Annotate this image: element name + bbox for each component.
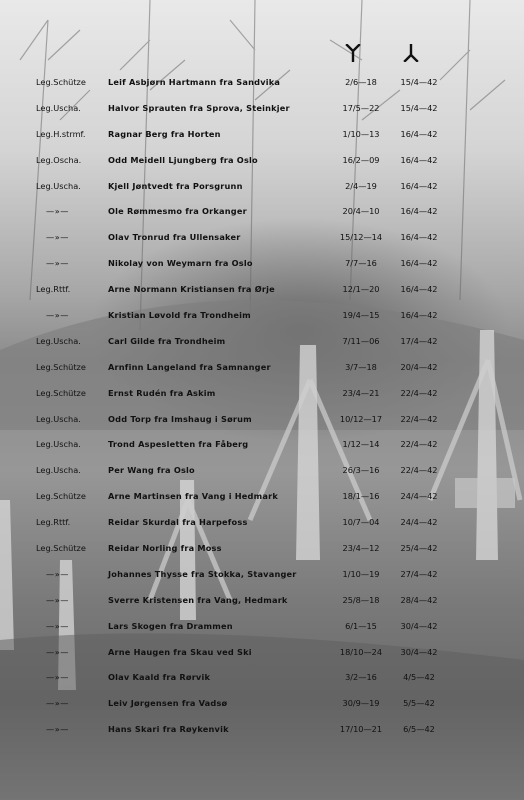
birth-date-cell: 15/12—14 (339, 232, 383, 243)
roster-row (0, 513, 524, 539)
death-date-cell: 27/4—42 (400, 568, 438, 579)
death-date-cell: 30/4—42 (400, 620, 438, 631)
birth-date-cell: 10/7—04 (342, 517, 380, 528)
name-cell: Hans Skari fra Røykenvik (108, 724, 229, 735)
birth-date-cell: 30/9—19 (342, 698, 380, 709)
death-date-cell: 25/4—42 (400, 543, 438, 554)
rank-cell: Leg.Oscha. (36, 154, 82, 165)
rank-cell: Leg.Schütze (36, 77, 86, 87)
death-date-cell: 28/4—42 (400, 594, 438, 605)
rank-cell: —»— (46, 232, 69, 243)
roster-row (0, 306, 524, 332)
rank-cell: Leg.Uscha. (36, 465, 81, 476)
rank-cell: Leg.Schütze (36, 361, 86, 372)
roster-row (0, 617, 524, 643)
birth-date-cell: 1/10—19 (342, 568, 380, 579)
yr-death-rune-icon (402, 44, 420, 62)
name-cell: Arne Normann Kristiansen fra Ørje (108, 284, 275, 295)
rank-cell: —»— (46, 724, 69, 735)
column-symbols (0, 44, 524, 68)
birth-date-cell: 2/4—19 (345, 180, 377, 191)
name-cell: Halvor Sprauten fra Sprova, Steinkjer (108, 102, 290, 113)
birth-date-cell: 26/3—16 (342, 465, 380, 476)
birth-date-cell: 18/10—24 (339, 646, 383, 657)
roster-row (0, 151, 524, 177)
death-date-cell: 16/4—42 (400, 258, 438, 269)
rank-cell: —»— (46, 258, 69, 269)
birth-date-cell: 3/2—16 (345, 672, 377, 683)
name-cell: Arne Martinsen fra Vang i Hedmark (108, 491, 278, 502)
birth-date-cell: 7/11—06 (342, 335, 380, 346)
rank-cell: Leg.Schütze (36, 543, 86, 554)
roster-row (0, 332, 524, 358)
birth-date-cell: 16/2—09 (342, 154, 380, 165)
roster-row (0, 254, 524, 280)
roster-row (0, 125, 524, 151)
death-date-cell: 16/4—42 (400, 284, 438, 295)
birth-date-cell: 1/12—14 (342, 439, 380, 450)
death-date-cell: 22/4—42 (400, 413, 438, 424)
name-cell: Arnfinn Langeland fra Samnanger (108, 361, 271, 372)
rank-cell: —»— (46, 568, 69, 579)
roster-row (0, 461, 524, 487)
rank-cell: —»— (46, 672, 69, 683)
death-date-cell: 17/4—42 (400, 335, 438, 346)
name-cell: Leif Asbjørn Hartmann fra Sandvika (108, 77, 281, 87)
name-cell: Odd Meidell Ljungberg fra Oslo (108, 154, 258, 165)
name-cell: Lars Skogen fra Drammen (108, 620, 233, 631)
roster-row (0, 591, 524, 617)
name-cell: Olav Kaald fra Rørvik (108, 672, 211, 683)
rank-cell: Leg.Uscha. (36, 335, 81, 346)
roster-row (0, 410, 524, 436)
birth-date-cell: 17/5—22 (342, 102, 380, 113)
name-cell: Trond Aspesletten fra Fåberg (108, 439, 249, 450)
birth-date-cell: 18/1—16 (342, 491, 380, 502)
birth-date-cell: 17/10—21 (339, 724, 383, 735)
rank-cell: —»— (46, 698, 69, 709)
roster-row (0, 99, 524, 125)
rank-cell: Leg.Uscha. (36, 439, 81, 450)
birth-date-cell: 6/1—15 (345, 620, 377, 631)
name-cell: Ragnar Berg fra Horten (108, 128, 221, 139)
death-date-cell: 16/4—42 (400, 206, 438, 217)
rank-cell: —»— (46, 310, 69, 321)
death-date-cell: 15/4—42 (400, 102, 438, 113)
death-date-cell: 16/4—42 (400, 310, 438, 321)
roster-row (0, 435, 524, 461)
roster-row (0, 358, 524, 384)
rank-cell: Leg.Rttf. (36, 517, 71, 528)
roster-row (0, 643, 524, 669)
name-cell: Kjell Jøntvedt fra Porsgrunn (108, 180, 243, 191)
name-cell: Johannes Thysse fra Stokka, Stavanger (108, 568, 297, 579)
rank-cell: —»— (46, 206, 69, 217)
birth-date-cell: 25/8—18 (342, 594, 380, 605)
name-cell: Nikolay von Weymarn fra Oslo (108, 258, 253, 269)
death-date-cell: 22/4—42 (400, 439, 438, 450)
birth-date-cell: 7/7—16 (345, 258, 377, 269)
death-date-cell: 16/4—42 (400, 180, 438, 191)
death-date-cell: 5/5—42 (403, 698, 435, 709)
roster-row (0, 177, 524, 203)
death-date-cell: 22/4—42 (400, 465, 438, 476)
roster-row (0, 280, 524, 306)
birth-date-cell: 20/4—10 (342, 206, 380, 217)
roster-row (0, 565, 524, 591)
death-date-cell: 16/4—42 (400, 154, 438, 165)
name-cell: Odd Torp fra Imshaug i Sørum (108, 413, 252, 424)
roster-row (0, 228, 524, 254)
birth-date-cell: 23/4—12 (342, 543, 380, 554)
roster-row (0, 73, 524, 99)
death-date-cell: 30/4—42 (400, 646, 438, 657)
rank-cell: Leg.Schütze (36, 491, 86, 502)
name-cell: Reidar Norling fra Moss (108, 543, 222, 554)
birth-date-cell: 19/4—15 (342, 310, 380, 321)
death-date-cell: 4/5—42 (403, 672, 435, 683)
roster-row (0, 694, 524, 720)
roster-row (0, 539, 524, 565)
roster-row (0, 487, 524, 513)
name-cell: Olav Tronrud fra Ullensaker (108, 232, 241, 243)
death-date-cell: 20/4—42 (400, 361, 438, 372)
birth-date-cell: 2/6—18 (345, 77, 377, 87)
death-date-cell: 24/4—42 (400, 517, 438, 528)
rank-cell: Leg.Rttf. (36, 284, 71, 295)
rank-cell: Leg.H.strmf. (36, 128, 86, 139)
name-cell: Kristian Løvold fra Trondheim (108, 310, 251, 321)
death-date-cell: 16/4—42 (400, 232, 438, 243)
name-cell: Arne Haugen fra Skau ved Ski (108, 646, 252, 657)
roster-row (0, 668, 524, 694)
birth-date-cell: 23/4—21 (342, 387, 380, 398)
birth-date-cell: 12/1—20 (342, 284, 380, 295)
name-cell: Sverre Kristensen fra Vang, Hedmark (108, 594, 288, 605)
name-cell: Ernst Rudén fra Askim (108, 387, 216, 398)
name-cell: Reidar Skurdal fra Harpefoss (108, 517, 248, 528)
rank-cell: Leg.Uscha. (36, 102, 81, 113)
death-date-cell: 6/5—42 (403, 724, 435, 735)
yr-birth-rune-icon (344, 44, 362, 62)
name-cell: Carl Gilde fra Trondheim (108, 335, 226, 346)
rank-cell: —»— (46, 594, 69, 605)
death-date-cell: 24/4—42 (400, 491, 438, 502)
rank-cell: Leg.Schütze (36, 387, 86, 398)
rank-cell: —»— (46, 646, 69, 657)
death-date-cell: 16/4—42 (400, 128, 438, 139)
birth-date-cell: 1/10—13 (342, 128, 380, 139)
name-cell: Per Wang fra Oslo (108, 465, 195, 476)
roster-row (0, 384, 524, 410)
name-cell: Leiv Jørgensen fra Vadsø (108, 698, 228, 709)
birth-date-cell: 3/7—18 (345, 361, 377, 372)
fallen-roster (0, 73, 524, 746)
rank-cell: Leg.Uscha. (36, 180, 81, 191)
name-cell: Ole Rømmesmo fra Orkanger (108, 206, 247, 217)
death-date-cell: 15/4—42 (400, 77, 438, 87)
rank-cell: Leg.Uscha. (36, 413, 81, 424)
death-date-cell: 22/4—42 (400, 387, 438, 398)
birth-date-cell: 10/12—17 (339, 413, 383, 424)
roster-row (0, 202, 524, 228)
roster-row (0, 720, 524, 746)
rank-cell: —»— (46, 620, 69, 631)
